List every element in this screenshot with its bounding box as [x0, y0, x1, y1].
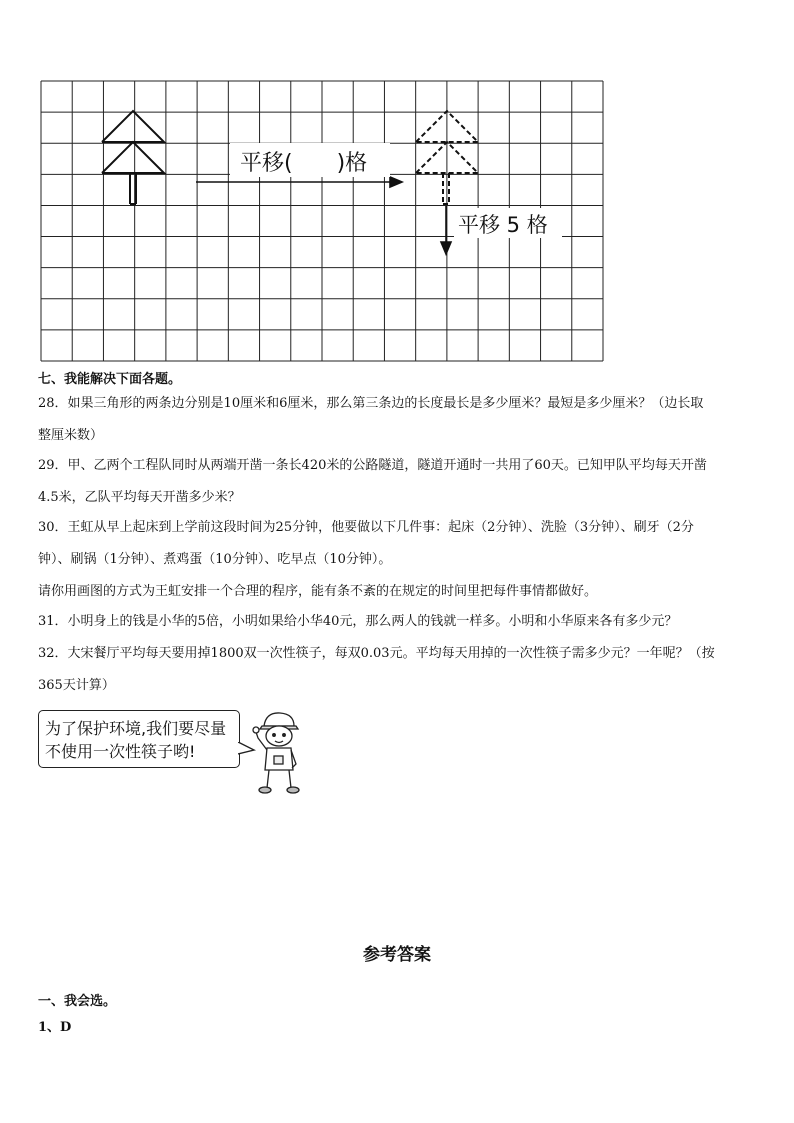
grid-svg: [40, 80, 606, 364]
problem-28: [38, 396, 758, 444]
problem-line: 钟）、刷锅（1分钟）、煮鸡蛋（10分钟）、吃早点（10分钟）。: [38, 552, 392, 567]
problem-line: 32．大宋餐厅平均每天要用掉1800双一次性筷子，每双0.03元。平均每天用掉的一次性筷子需多少元？一年呢？（按: [38, 646, 715, 661]
problem-line: 29．甲、乙两个工程队同时从两端开凿一条长420米的公路隧道，隧道开通时一共用了60天。已知甲队平均每天开凿: [38, 458, 707, 473]
problem-line: 整厘米数）: [38, 428, 104, 443]
problem-line: 28．如果三角形的两条边分别是10厘米和6厘米，那么第三条边的长度最长是多少厘米？最短是多少厘米？（边长取: [38, 396, 704, 411]
problem-29: [38, 458, 758, 506]
down-arrow-icon: [441, 206, 451, 254]
arrow-down-label: 平移 5 格: [458, 213, 548, 237]
problem-line: 30．王虹从早上起床到上学前这段时间为25分钟，他要做以下几件事：起床（2分钟）、洗脸（3分钟）、刷牙（2分: [38, 520, 694, 535]
translation-grid-figure: [40, 80, 606, 368]
bubble-line: 为了保护环境,我们要尽量: [45, 719, 227, 738]
speech-bubble: [38, 710, 240, 768]
problem-line: 4.5米，乙队平均每天开凿多少米？: [38, 490, 241, 505]
section-heading: 七、我能解决下面各题。: [38, 372, 182, 387]
boy-cartoon-icon: [252, 708, 304, 794]
problem-line: 365天计算）: [38, 678, 115, 693]
answers-title: 参考答案: [363, 945, 431, 965]
problem-30: [38, 520, 758, 600]
problem-31: [38, 614, 758, 630]
answer-item: 1、D: [38, 1020, 72, 1035]
problem-32: [38, 646, 758, 694]
bubble-line: 不使用一次性筷子哟!: [45, 742, 196, 761]
solid-tree: [102, 111, 164, 204]
problem-line: 请你用画图的方式为王虹安排一个合理的程序，能有条不紊的在规定的时间里把每件事情都做好。: [38, 584, 598, 599]
answers-section-heading: 一、我会选。: [38, 994, 117, 1009]
right-arrow-icon: [196, 177, 402, 187]
arrow-right-label: 平移( )格: [240, 151, 368, 176]
problem-line: 31．小明身上的钱是小华的5倍，小明如果给小华40元，那么两人的钱就一样多。小明和小华原来各有多少元？: [38, 614, 678, 629]
